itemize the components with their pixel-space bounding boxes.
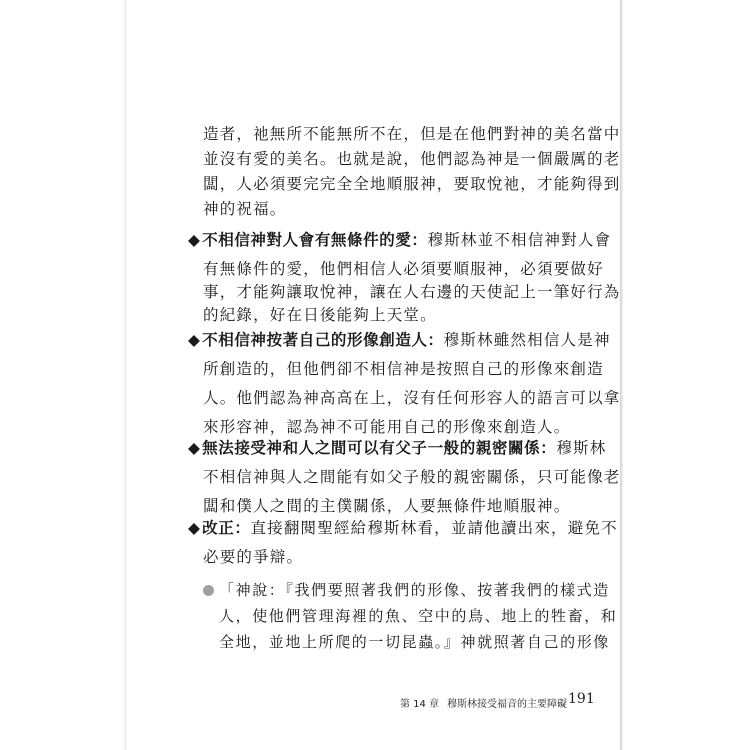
section-1-line-2: 有無條件的愛，他們相信人必須要順服神，必須要做好 bbox=[203, 260, 604, 278]
section-1-line-3: 事，才能夠讓取悅神，讓在人右邊的天使記上一筆好行為 bbox=[203, 283, 621, 301]
section-1-text-start: 穆斯林並不相信神對人會 bbox=[427, 231, 612, 249]
section-4-text-start: 直接翻閱聖經給穆斯林看，並請他讀出來，避免不 bbox=[250, 519, 618, 537]
section-1-line-4: 的紀錄，好在日後能夠上天堂。 bbox=[203, 306, 437, 324]
section-1-heading: 不相信神對人會有無條件的愛： bbox=[202, 230, 428, 249]
section-4-line-2: 必要的爭辯。 bbox=[203, 548, 304, 566]
intro-line-2: 並沒有愛的美名。也就是說，他們認為神是一個嚴厲的老 bbox=[203, 150, 621, 168]
diamond-bullet-icon: ◆ bbox=[188, 231, 202, 249]
section-2-heading: 不相信神按著自己的形像創造人： bbox=[202, 330, 444, 349]
section-3-text-start: 穆斯林 bbox=[556, 439, 607, 457]
section-2-first-line bbox=[188, 330, 611, 350]
verse-line-2: 人，使他們管理海裡的魚、空中的鳥、地上的牲畜，和 bbox=[219, 607, 618, 625]
section-3-first-line bbox=[188, 438, 606, 458]
section-3-line-2: 不相信神與人之間能有如父子般的親密關係，只可能像老 bbox=[203, 468, 621, 486]
intro-line-1: 造者，祂無所不能無所不在，但是在他們對神的美名當中 bbox=[203, 125, 621, 143]
section-2-line-4: 來形容神，認為神不可能用自己的形像來創造人。 bbox=[203, 418, 571, 436]
section-3-heading: 無法接受神和人之間可以有父子一般的親密關係： bbox=[202, 438, 557, 457]
diamond-bullet-icon: ◆ bbox=[188, 519, 202, 537]
section-2-line-2: 所創造的，但他們卻不相信神是按照自己的形像來創造 bbox=[203, 360, 604, 378]
footer-chapter-title: 穆斯林接受福音的主要障礙 bbox=[447, 699, 567, 710]
verse-line-1: 「神說：『我們要照著我們的形像、按著我們的樣式造 bbox=[219, 581, 610, 599]
section-4-first-line bbox=[188, 518, 618, 538]
intro-line-4: 神的祝福。 bbox=[203, 200, 287, 218]
section-2-line-3: 人。他們認為神高高在上，沒有任何形容人的語言可以拿 bbox=[203, 389, 621, 407]
section-3-line-3: 闆和僕人之間的主僕關係，人要無條件地順服神。 bbox=[203, 497, 571, 515]
section-1-first-line bbox=[188, 230, 611, 250]
intro-line-3: 闆，人必須要完完全全地順服神，要取悅祂，才能夠得到 bbox=[203, 175, 621, 193]
page-number: 191 bbox=[568, 691, 595, 707]
diamond-bullet-icon: ◆ bbox=[188, 331, 202, 349]
section-4-heading: 改正： bbox=[202, 518, 251, 537]
circle-bullet-icon bbox=[203, 585, 214, 596]
footer-chapter: 第 14 章 bbox=[400, 699, 440, 710]
diamond-bullet-icon: ◆ bbox=[188, 439, 202, 457]
section-2-text-start: 穆斯林雖然相信人是神 bbox=[443, 331, 611, 349]
verse-line-3: 全地，並地上所爬的一切昆蟲。』神就照著自己的形像 bbox=[219, 633, 610, 651]
page-edge bbox=[620, 0, 623, 750]
